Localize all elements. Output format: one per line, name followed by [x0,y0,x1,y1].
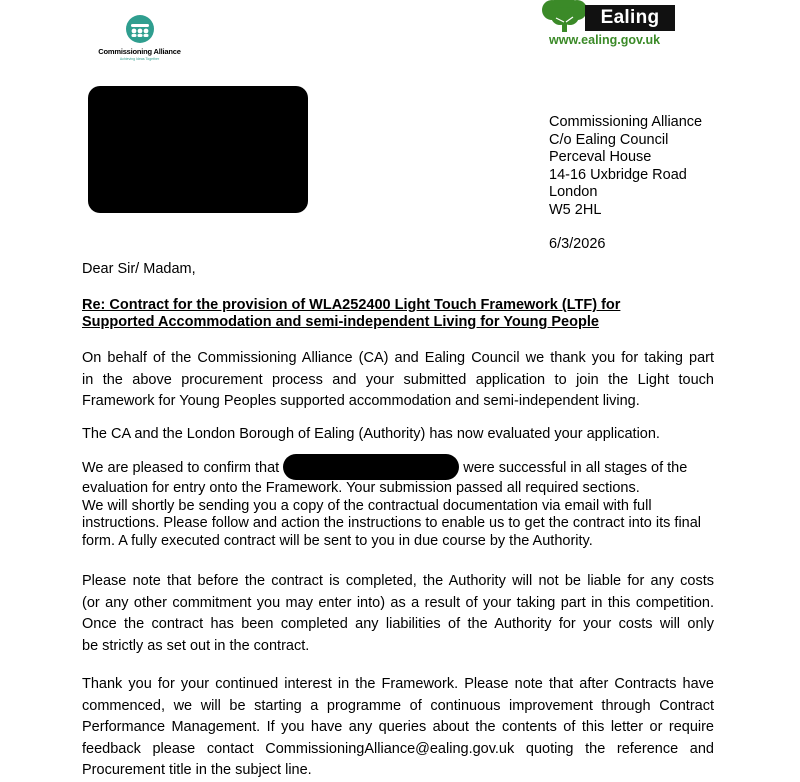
ca-logo-name: Commissioning Alliance [98,47,181,56]
ealing-logo [538,0,683,52]
paragraph-line: feedback please contact CommissioningAlliance@ealing.gov.uk quoting the reference and [82,740,714,757]
paragraph-line: (or any other commitment you may enter into) as a result of your taking part in this competition. [82,594,714,611]
paragraph-line [82,454,762,480]
confirmation-text-before: We are pleased to confirm that [82,460,280,476]
ealing-url: www.ealing.gov.uk [549,33,661,47]
paragraph-line: evaluation for entry onto the Framework. Your submission passed all required sections. [82,480,640,496]
paragraph-line: form. A fully executed contract will be sent to you in due course by the Authority. [82,532,593,549]
paragraph-line: Once the contract has been completed any liabilities of the Authority for your costs will only [82,616,714,632]
paragraph-line: in the above procurement process and your submitted application to join the Light touch [82,371,714,388]
subject-heading [82,297,620,331]
paragraph-thanks [82,348,714,413]
ealing-wordmark: Ealing [585,5,675,31]
paragraph-line: commenced, we will be starting a programme of continuous improvement through Contract [82,697,714,714]
paragraph-line: instructions. Please follow and action the instructions to enable us to get the contract into its final [82,515,702,531]
address-line: Perceval House [549,149,652,166]
paragraph-line: be strictly as set out in the contract. [82,637,310,654]
paragraph-line: Procurement title in the subject line. [82,762,312,778]
redacted-recipient-address [88,86,308,213]
address-line: Commissioning Alliance [549,114,703,130]
subject-line: Supported Accommodation and semi-independent Living for Young People [82,314,599,330]
paragraph-liability [82,571,714,657]
paragraph-line: We will shortly be sending you a copy of the contractual documentation via email with full [82,497,652,514]
letter-date: 6/3/2026 [549,236,606,252]
paragraph-line: Framework for Young Peoples supported accommodation and semi-independent living. [82,393,640,409]
paragraph-closing [82,674,714,782]
address-line: London [549,184,598,201]
address-line: C/o Ealing Council [549,131,669,148]
people-circle-icon [125,14,155,44]
redacted-supplier-name [283,454,459,480]
paragraph-line: On behalf of the Commissioning Alliance (CA) and Ealing Council we thank you for taking part [82,350,714,366]
address-line: W5 2HL [549,201,602,218]
paragraph-line: Performance Management. If you have any queries about the contents of this letter or require [82,719,714,735]
address-line: 14-16 Uxbridge Road [549,166,687,183]
sender-address [549,114,702,220]
salutation: Dear Sir/ Madam, [82,261,196,277]
confirmation-text-after: were successful in all stages of the [463,460,688,476]
ca-logo-tagline: Achieving Ideas Together [119,57,160,61]
paragraph-evaluated: The CA and the London Borough of Ealing (Authority) has now evaluated your application. [82,426,660,442]
commissioning-alliance-logo [92,14,187,64]
subject-line: Re: Contract for the provision of WLA252400 Light Touch Framework (LTF) for [82,297,621,313]
paragraph-line: Thank you for your continued interest in the Framework. Please note that after Contracts have [82,676,714,692]
paragraph-line: Please note that before the contract is completed, the Authority will not be liable for any costs [82,573,714,589]
paragraph-confirmation [82,454,762,550]
